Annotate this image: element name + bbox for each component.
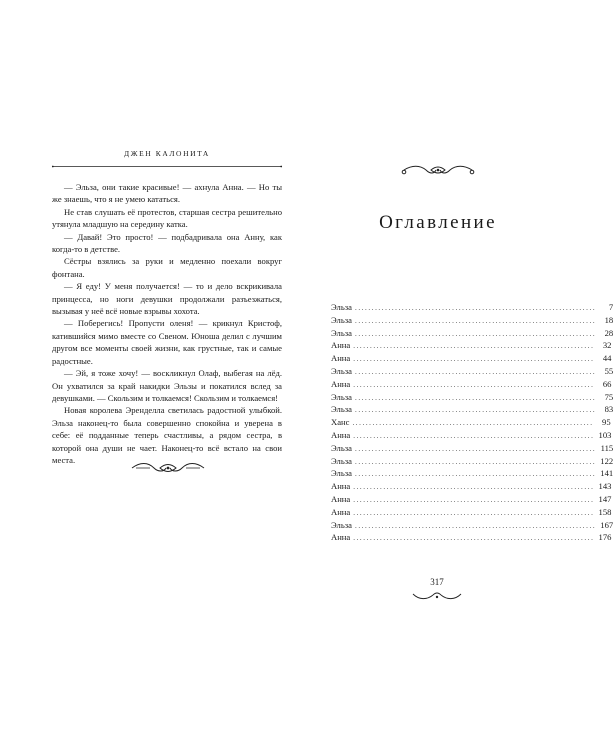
toc-entry[interactable] — [331, 391, 613, 405]
toc-entry-name: Анна — [331, 340, 351, 351]
toc-entry-name: Эльза — [331, 468, 352, 479]
toc-entry[interactable] — [331, 340, 612, 353]
paragraph: — Эльза, они такие красивые! — ахнула Анна. — Но ты же знаешь, что я не умею кататься. — [52, 182, 282, 205]
paragraph: — Поберегись! Пропусти оленя! — крикнул Кристоф, катившийся мимо вместе со Свеном. Юноша делил с лучшим другом все моменты своей жизни, как грустные, так и самые радостные. — [52, 318, 282, 366]
toc-entry[interactable] — [331, 378, 612, 392]
toc-entry[interactable] — [331, 506, 612, 520]
dot-leader: ........................................................................ — [354, 393, 597, 402]
toc-entry[interactable] — [331, 327, 613, 341]
toc-entry-page: 18 — [604, 314, 613, 325]
toc-entry-page: 66 — [602, 378, 612, 389]
toc-entry-page: 176 — [598, 532, 612, 543]
toc-entry-page: 147 — [598, 493, 612, 504]
dot-leader: ........................................................................ — [353, 431, 595, 440]
page-number-ornament — [411, 590, 463, 601]
dot-leader: ........................................................................ — [353, 342, 595, 351]
dot-leader: ........................................................................ — [353, 380, 595, 389]
dot-leader: ........................................................................ — [354, 316, 597, 325]
dot-leader: ........................................................................ — [354, 521, 597, 530]
dot-leader: ........................................................................ — [353, 495, 595, 504]
dot-leader: ........................................................................ — [354, 444, 597, 453]
dot-leader: ........................................................................ — [353, 483, 595, 492]
toc-entry-page: 103 — [598, 429, 612, 440]
running-head: ДЖЕН КАЛОНИТА — [124, 149, 210, 158]
toc-entry[interactable] — [331, 468, 613, 481]
toc-entry-page: 83 — [604, 404, 613, 415]
dot-leader: ........................................................................ — [353, 534, 595, 543]
paragraph: Не став слушать её протестов, старшая сестра решительно утянула младшую на середину катка. — [52, 206, 282, 230]
toc-entry[interactable] — [331, 481, 612, 494]
toc-entry-name: Эльза — [331, 391, 352, 402]
toc-entry-name: Анна — [331, 532, 351, 543]
toc-entry-name: Ханс — [331, 417, 350, 428]
top-ornament — [400, 163, 476, 178]
toc-entry-page: 75 — [604, 391, 613, 402]
toc-entry-page: 32 — [602, 340, 612, 351]
dot-leader: ........................................................................ — [354, 457, 597, 466]
toc-entry[interactable] — [331, 302, 613, 315]
toc-entry-name: Эльза — [331, 404, 352, 415]
toc-entry[interactable] — [331, 455, 613, 469]
toc-entry-name: Эльза — [331, 302, 352, 312]
toc-title: Оглавление — [379, 212, 497, 233]
table-of-contents — [331, 302, 613, 545]
toc-entry[interactable] — [331, 442, 613, 456]
toc-entry-page: 44 — [602, 353, 612, 364]
page-number: 317 — [430, 577, 444, 587]
toc-entry-name: Анна — [331, 506, 351, 517]
toc-entry-page: 28 — [604, 327, 613, 338]
toc-entry-page: 7 — [608, 302, 613, 312]
toc-entry-page: 143 — [598, 481, 612, 492]
paragraph: — Я еду! У меня получается! — то и дело вскрикивала принцесса, но ноги девушки продолжали разъезжаться, вызывая у неё всё новые взрывы хохота. — [52, 281, 282, 317]
toc-entry-page: 158 — [598, 506, 612, 517]
dot-leader: ........................................................................ — [354, 470, 597, 479]
dot-leader: ........................................................................ — [352, 419, 594, 428]
toc-entry-page: 141 — [600, 468, 613, 479]
paragraph: — Эй, я тоже хочу! — воскликнул Олаф, выбегая на лёд. Он ухватился за край накидки Эльзы и покатился вслед за девушками. — Скользим и толкаемся! Скользим и толкаемся! — [52, 368, 282, 403]
header-rule-ornament — [52, 162, 282, 171]
toc-entry[interactable] — [331, 532, 612, 545]
toc-entry-name: Анна — [331, 429, 351, 440]
toc-entry-page: 167 — [600, 519, 613, 530]
toc-entry[interactable] — [331, 314, 613, 328]
toc-entry-page: 95 — [602, 417, 611, 428]
toc-entry-name: Эльза — [331, 314, 352, 325]
paragraph: — Давай! Это просто! — подбадривала она Анну, как когда-то в детстве. — [52, 231, 282, 255]
body-text — [52, 181, 282, 466]
toc-entry-name: Анна — [331, 493, 351, 504]
dot-leader: ........................................................................ — [353, 355, 595, 364]
toc-entry[interactable] — [331, 365, 613, 379]
toc-entry-name: Анна — [331, 378, 351, 389]
toc-entry-name: Анна — [331, 481, 351, 492]
dot-leader: ........................................................................ — [354, 304, 597, 312]
toc-entry-name: Эльза — [331, 442, 352, 453]
toc-entry-page: 122 — [600, 455, 613, 466]
toc-entry[interactable] — [331, 353, 612, 366]
dot-leader: ........................................................................ — [354, 367, 597, 376]
toc-entry[interactable] — [331, 417, 611, 430]
toc-entry-name: Анна — [331, 353, 351, 364]
toc-entry[interactable] — [331, 493, 612, 507]
flourish-ornament — [130, 460, 206, 476]
paragraph: Сёстры взялись за руки и медленно поехали вокруг фонтана. — [52, 256, 282, 279]
toc-entry-name: Эльза — [331, 519, 352, 530]
toc-entry-name: Эльза — [331, 455, 352, 466]
toc-entry[interactable] — [331, 429, 612, 443]
toc-entry-page: 55 — [604, 365, 613, 376]
paragraph: Новая королева Эренделла светилась радостной улыбкой. Эльза наконец-то была совершенно спокойна и уверена в себе: её подданные теперь счастливы, а рядом сестра, в которой она души не чает. Наконец-то всё встало на свои места. — [52, 405, 282, 465]
dot-leader: ........................................................................ — [354, 406, 597, 415]
toc-entry[interactable] — [331, 519, 613, 533]
toc-entry-page: 115 — [600, 442, 613, 453]
dot-leader: ........................................................................ — [354, 329, 597, 338]
toc-entry-name: Эльза — [331, 365, 352, 376]
dot-leader: ........................................................................ — [353, 508, 595, 517]
toc-entry[interactable] — [331, 404, 613, 417]
toc-entry-name: Эльза — [331, 327, 352, 338]
